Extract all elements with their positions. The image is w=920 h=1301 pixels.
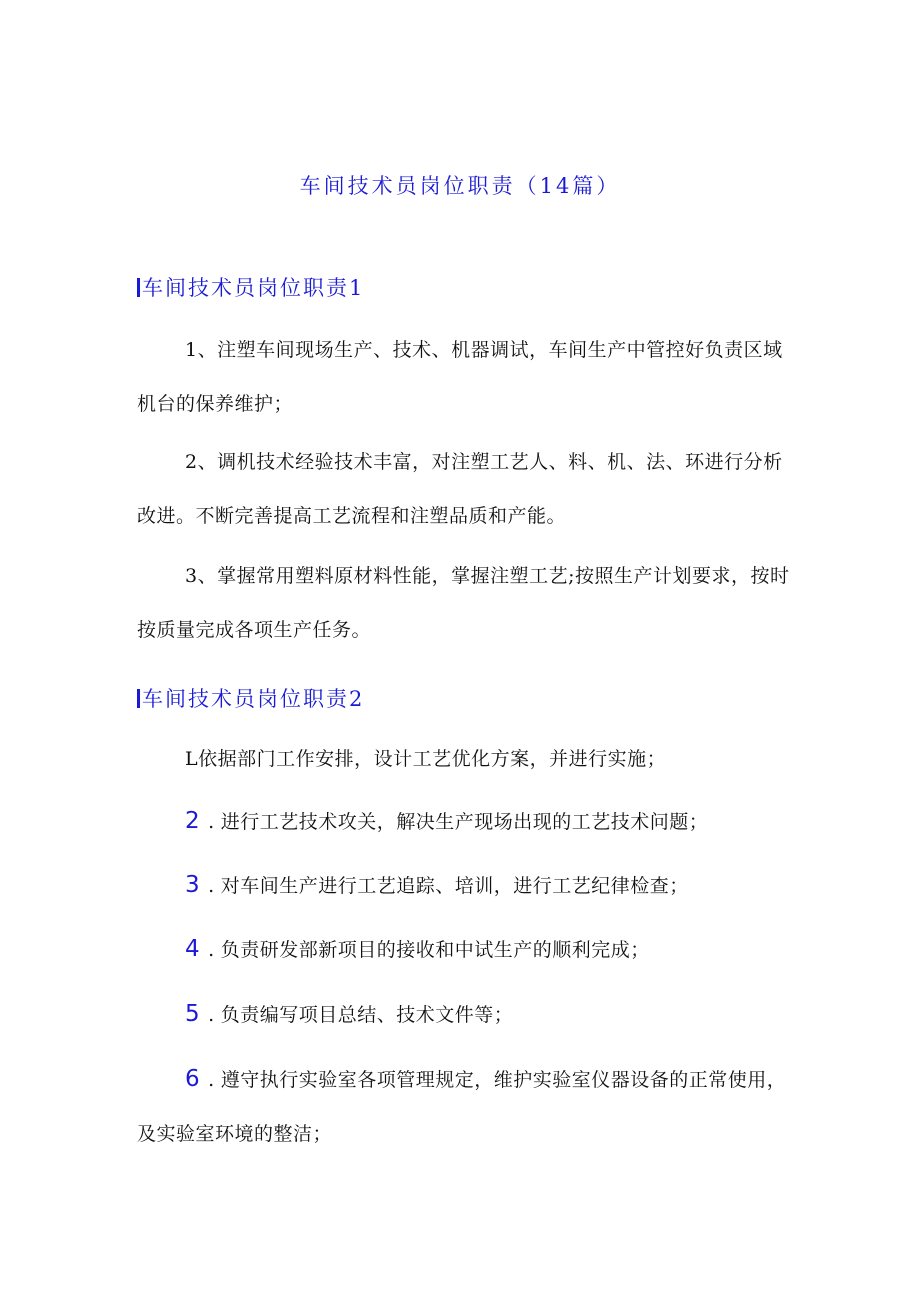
list-item: 4 . 负责研发部新项目的接收和中试生产的顺利完成； — [185, 936, 650, 962]
list-item-1: L依据部门工作安排，设计工艺优化方案，并进行实施； — [185, 748, 667, 770]
list-item-number: 3 — [185, 872, 201, 898]
list-item-text: 负责研发部新项目的接收和中试生产的顺利完成； — [220, 939, 650, 961]
list-item-number: 5 — [185, 1001, 201, 1027]
paragraph-1-1: 1、注塑车间现场生产、技术、机器调试，车间生产中管控好负责区域机台的保养维护； — [137, 339, 783, 415]
paragraph-1-2: 2、调机技术经验技术丰富，对注塑工艺人、料、机、法、环进行分析改进。不断完善提高工艺流程和注塑品质和产能。 — [137, 451, 783, 527]
section-heading-2 — [137, 683, 364, 713]
list-item: 3 . 对车间生产进行工艺追踪、培训，进行工艺纪律检查； — [185, 872, 689, 898]
list-item-text: 负责编写项目总结、技术文件等； — [220, 1004, 514, 1026]
document-title: 车间技术员岗位职责（14篇） — [299, 174, 621, 198]
list-item-number: 4 — [185, 936, 201, 962]
section-heading-1-text: 车间技术员岗位职责1 — [142, 276, 365, 300]
section-heading-1 — [137, 272, 364, 302]
list-item: 2 . 进行工艺技术攻关，解决生产现场出现的工艺技术问题； — [185, 808, 709, 834]
paragraph-1-3: 3、掌握常用塑料原材料性能，掌握注塑工艺;按照生产计划要求，按时按质量完成各项生产任务。 — [137, 565, 790, 641]
list-item: 5 . 负责编写项目总结、技术文件等； — [185, 1001, 514, 1027]
list-item-text: 对车间生产进行工艺追踪、培训，进行工艺纪律检查； — [220, 875, 689, 897]
list-item-number: 6 — [185, 1066, 201, 1092]
list-item-text: 遵守执行实验室各项管理规定，维护实验室仪器设备的正常使用，及实验室环境的整洁； — [137, 1069, 787, 1145]
heading-bar-icon — [137, 278, 140, 297]
list-item-text: 进行工艺技术攻关，解决生产现场出现的工艺技术问题； — [220, 811, 709, 833]
heading-bar-icon — [137, 689, 140, 708]
section-heading-2-text: 车间技术员岗位职责2 — [142, 687, 365, 711]
list-item: 6 . 遵守执行实验室各项管理规定，维护实验室仪器设备的正常使用，及实验室环境的整洁； — [137, 1066, 787, 1145]
list-item-number: 2 — [185, 808, 201, 834]
